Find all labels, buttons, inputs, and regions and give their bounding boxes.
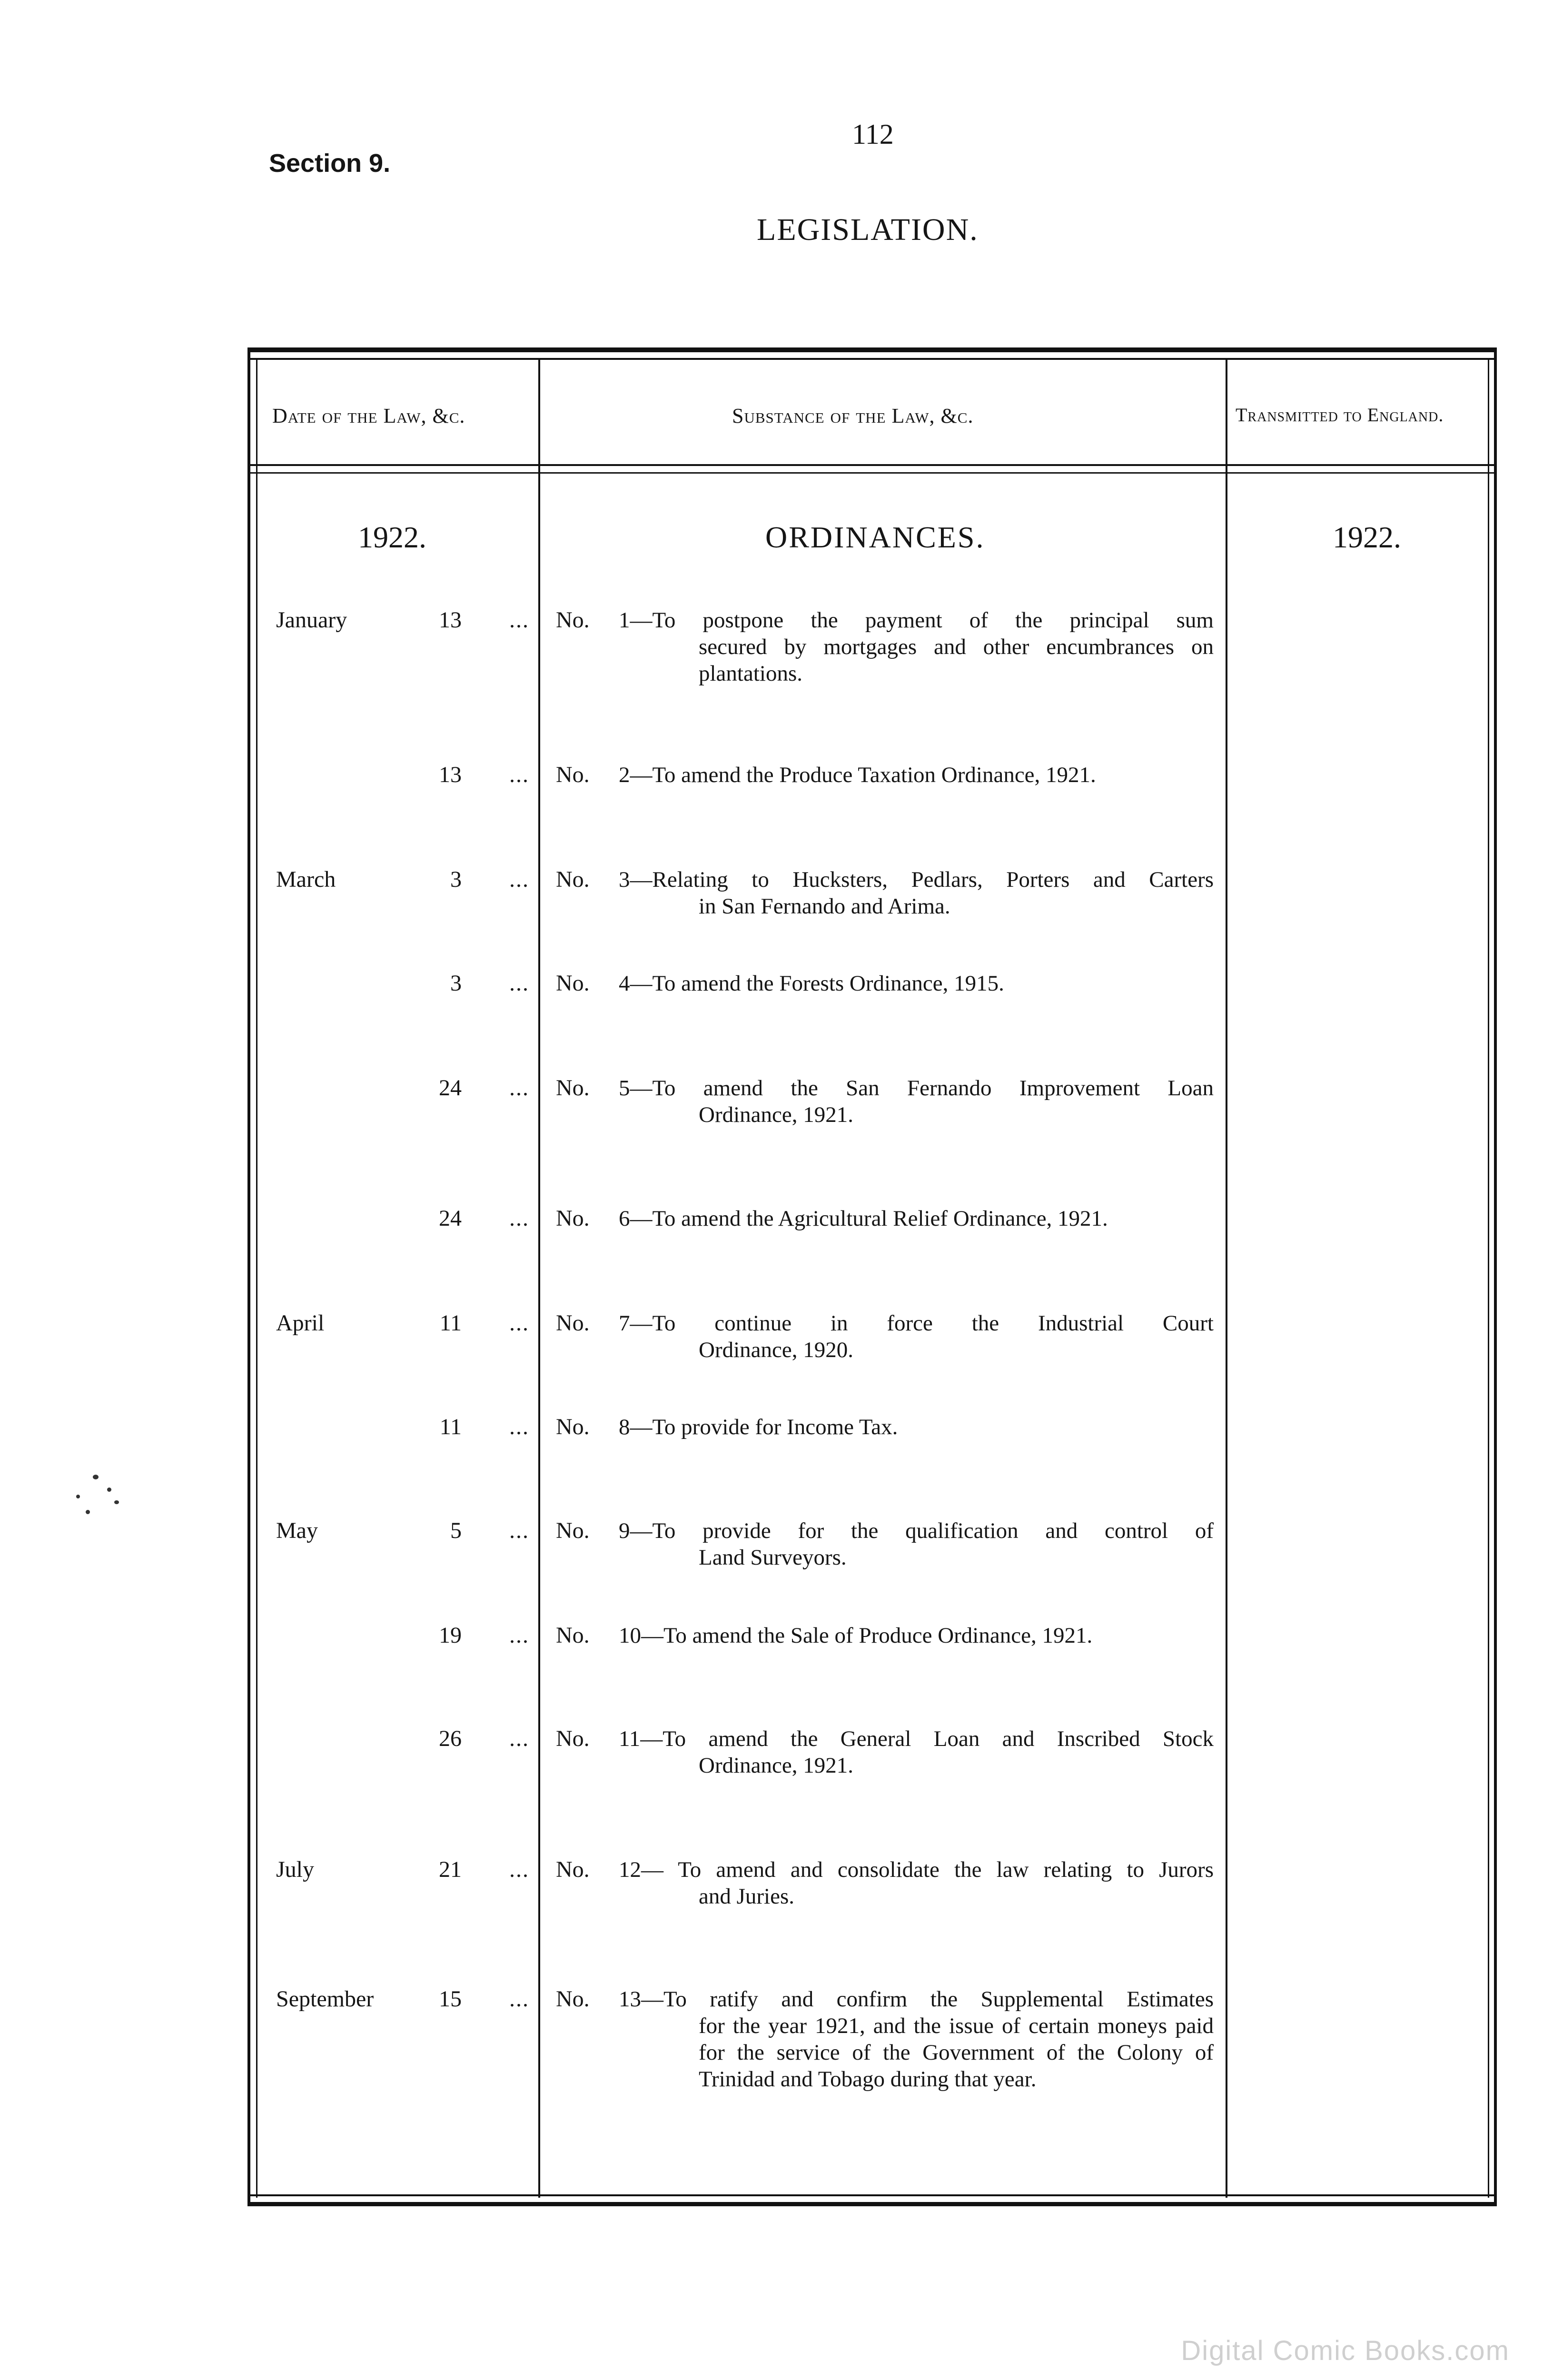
row-substance-line: 13—To ratify and confirm the Supplemental Estimates [619,1987,1214,2012]
row-day: 3 [450,867,462,892]
row-leader-dots: ... [509,867,529,892]
column-separator-1 [538,358,540,2198]
left-border-outer [247,350,250,2206]
row-substance-line: 4—To amend the Forests Ordinance, 1915. [619,971,1004,996]
row-number-label: No. [556,1414,590,1439]
row-number-label: No. [556,607,590,633]
row-substance-line: 9—To provide for the qualification and control of [619,1518,1214,1543]
year-left: 1922. [358,520,426,554]
row-substance-continuation: in San Fernando and Arima. [699,894,950,919]
header-bottom-rule [247,464,1497,466]
row-substance [619,1075,1214,1128]
right-border-outer [1494,350,1497,2206]
row-leader-dots: ... [509,1726,529,1751]
row-day: 5 [450,1518,462,1543]
row-leader-dots: ... [509,1310,529,1336]
right-border-inner [1488,358,1489,2198]
row-month: March [276,867,336,892]
row-substance-line: 6—To amend the Agricultural Relief Ordinance, 1921. [619,1206,1108,1231]
row-substance-line: 7—To continue in force the Industrial Court [619,1311,1214,1336]
row-leader-dots: ... [509,1986,529,2012]
row-substance-line: 3—Relating to Hucksters, Pedlars, Porters and Carters [619,867,1214,892]
row-day: 13 [439,762,462,787]
row-number-label: No. [556,971,590,996]
page-number: 112 [852,119,894,150]
row-substance-line: 11—To amend the General Loan and Inscribed Stock [619,1726,1214,1751]
watermark: Digital Comic Books.com [1181,2335,1510,2366]
row-substance [619,607,1214,687]
row-month: July [276,1857,315,1882]
year-right: 1922. [1333,520,1401,554]
row-month: May [276,1518,318,1543]
row-number-label: No. [556,1726,590,1751]
row-substance [619,1205,1214,1232]
table-bottom-rule-thick [247,2202,1497,2206]
row-leader-dots: ... [509,1075,529,1101]
row-substance [619,970,1214,997]
row-leader-dots: ... [509,1623,529,1648]
row-number-label: No. [556,1206,590,1231]
row-substance [619,1310,1214,1363]
row-substance-continuation: Ordinance, 1920. [699,1338,853,1362]
row-month: April [276,1310,325,1336]
row-leader-dots: ... [509,1518,529,1543]
row-substance-line: 1—To postpone the payment of the principal sum [619,608,1214,633]
row-substance [619,1986,1214,2092]
row-day: 3 [450,971,462,996]
row-day: 21 [439,1857,462,1882]
scan-speck [93,1475,99,1479]
column-header-date: Date of the Law, &c. [272,404,465,427]
header-bottom-rule-2 [247,472,1497,474]
row-number-label: No. [556,1310,590,1336]
scan-speck [76,1495,80,1498]
scan-speck [114,1500,119,1504]
column-header-transmitted: Transmitted to England. [1236,404,1444,426]
scan-speck [86,1510,90,1514]
row-number-label: No. [556,762,590,787]
row-substance-continuation: Ordinance, 1921. [699,1102,853,1127]
row-month: January [276,607,347,633]
row-substance [619,762,1214,788]
row-number-label: No. [556,1986,590,2012]
row-substance [619,866,1214,920]
row-number-label: No. [556,1075,590,1101]
row-leader-dots: ... [509,1857,529,1882]
column-header-substance: Substance of the Law, &c. [732,404,974,427]
row-leader-dots: ... [509,1206,529,1231]
row-substance [619,1726,1214,1779]
row-substance-continuation: for the year 1921, and the issue of certain moneys paid for the service of the Government of the Colony of Trinidad and Tobago during that year. [699,2013,1214,2092]
row-substance [619,1414,1214,1440]
page-title: LEGISLATION. [757,212,979,247]
row-substance-continuation: and Juries. [699,1884,795,1909]
row-substance-continuation: Ordinance, 1921. [699,1753,853,1778]
table-top-rule [247,347,1497,352]
row-day: 13 [439,607,462,633]
column-separator-2 [1226,358,1227,2198]
row-substance-line: 5—To amend the San Fernando Improvement Loan [619,1076,1214,1101]
row-substance-line: 2—To amend the Produce Taxation Ordinance, 1921. [619,763,1096,787]
row-substance [619,1622,1214,1649]
scan-speck [107,1488,111,1492]
section-label: Section 9. [269,149,391,178]
row-number-label: No. [556,1857,590,1882]
row-day: 19 [439,1623,462,1648]
row-substance-continuation: secured by mortgages and other encumbrances on plantations. [699,635,1214,686]
row-day: 26 [439,1726,462,1751]
left-border-inner [256,358,257,2198]
row-number-label: No. [556,1623,590,1648]
row-leader-dots: ... [509,762,529,787]
row-substance-continuation: Land Surveyors. [699,1545,847,1570]
row-substance [619,1517,1214,1571]
row-substance-line: 10—To amend the Sale of Produce Ordinance, 1921. [619,1623,1093,1648]
row-number-label: No. [556,1518,590,1543]
table-top-rule-thin [247,358,1497,360]
row-substance [619,1856,1214,1910]
row-leader-dots: ... [509,607,529,633]
row-day: 15 [439,1986,462,2012]
row-month: September [276,1986,374,2012]
row-day: 11 [439,1310,462,1336]
row-leader-dots: ... [509,1414,529,1439]
row-leader-dots: ... [509,971,529,996]
row-day: 11 [439,1414,462,1439]
row-substance-line: 12— To amend and consolidate the law relating to Jurors [619,1857,1214,1882]
row-day: 24 [439,1206,462,1231]
row-number-label: No. [556,867,590,892]
row-day: 24 [439,1075,462,1101]
row-substance-line: 8—To provide for Income Tax. [619,1415,898,1439]
table-bottom-rule [247,2194,1497,2196]
category-heading: ORDINANCES. [765,520,985,554]
